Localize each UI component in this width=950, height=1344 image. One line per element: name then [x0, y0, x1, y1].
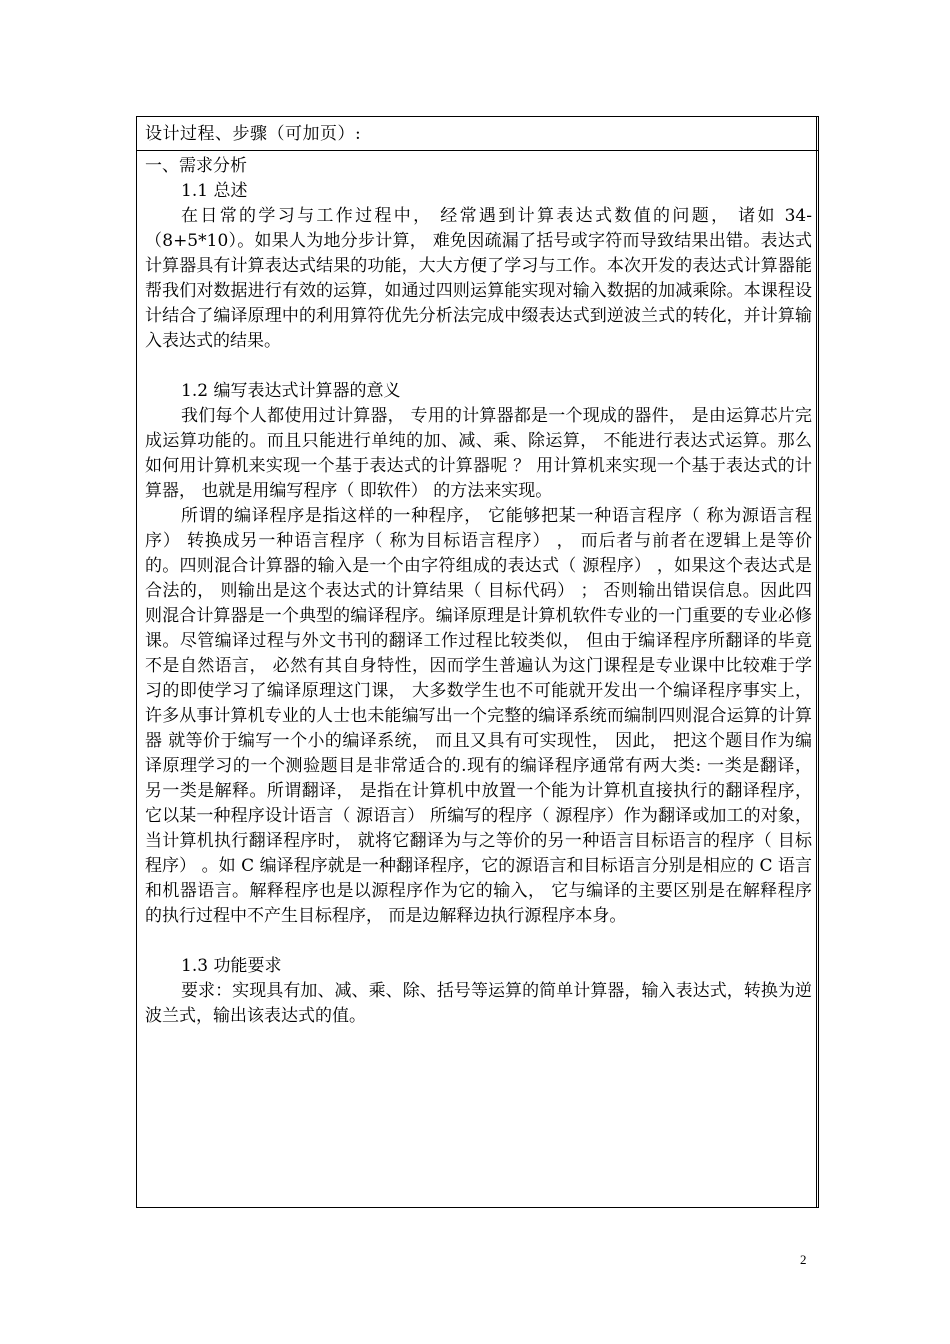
- spacer: [145, 929, 812, 954]
- section-1-2-title: 1.2 编写表达式计算器的意义: [181, 381, 401, 401]
- section-1-1-title: 1.1 总述: [181, 181, 248, 201]
- section-1-title: 一、需求分析: [145, 156, 247, 176]
- table-heading: 设计过程、步骤（可加页）:: [137, 117, 818, 151]
- double-border-line: [816, 117, 817, 1207]
- section-1-3-paragraph: 要求：实现具有加、减、乘、除、括号等运算的简单计算器，输入表达式，转换为逆波兰式，输出该表达式的值。: [145, 981, 812, 1026]
- table-body: [145, 154, 812, 1029]
- section-1-1-paragraph: 在日常的学习与工作过程中， 经常遇到计算表达式数值的问题， 诸如 34-（8+5*10）。如果人为地分步计算， 难免因疏漏了括号或字符而导致结果出错。表达式计算器具有计算表达式结果的功能，大大方便了学习与工作。本次开发的表达式计算器能帮我们对数据进行有效的运算，如通过四则运算能实现对输入数据的加减乘除。本课程设计结合了编译原理中的利用算符优先分析法完成中缀表达式到逆波兰式的转化，并计算输入表达式的结果。: [145, 206, 812, 351]
- design-process-table: [136, 116, 819, 1208]
- spacer: [145, 354, 812, 379]
- section-1-2-paragraph-1: 我们每个人都使用过计算器， 专用的计算器都是一个现成的器件， 是由运算芯片完成运算功能的。而且只能进行单纯的加、减、乘、除运算， 不能进行表达式运算。那么如何用计算机来实现一个基于表达式的计算器呢 ？ 用计算机来实现一个基于表达式的计算器， 也就是用编写程序（ 即软件） 的方法来实现。: [145, 406, 812, 501]
- page-number: 2: [800, 1252, 807, 1267]
- section-1-2-paragraph-2: 所谓的编译程序是指这样的一种程序， 它能够把某一种语言程序（ 称为源语言程序） 转换成另一种语言程序（ 称为目标语言程序） ， 而后者与前者在逻辑上是等价的。四则混合计算器的输入是一个由字符组成的表达式（ 源程序） ，如果这个表达式是合法的， 则输出是这个表达式的计算结果（ 目标代码） ； 否则输出错误信息。因此四则混合计算器是一个典型的编译程序。编译原理是计算机软件专业的一门重要的专业必修课。尽管编译过程与外文书刊的翻译工作过程比较类似， 但由于编译程序所翻译的毕竟不是自然语言， 必然有其自身特性，因而学生普遍认为这门课程是专业课中比较难于学习的即使学习了编译原理这门课， 大多数学生也不可能就开发出一个编译程序事实上， 许多从事计算机专业的人士也未能编写出一个完整的编译系统而编制四则混合运算的计算器 就等价于编写一个小的编译系统， 而且又具有可实现性， 因此， 把这个题目作为编译原理学习的一个测验题目是非常适合的.现有的编译程序通常有两大类: 一类是翻译， 另一类是解释。所谓翻译， 是指在计算机中放置一个能为计算机直接执行的翻译程序， 它以某一种程序设计语言（ 源语言） 所编写的程序（ 源程序）作为翻译或加工的对象， 当计算机执行翻译程序时， 就将它翻译为与之等价的另一种语言目标语言的程序（ 目标程序） 。如 C 编译程序就是一种翻译程序，它的源语言和目标语言分别是相应的 C 语言和机器语言。解释程序也是以源程序作为它的输入， 它与编译的主要区别是在解释程序的执行过程中不产生目标程序， 而是边解释边执行源程序本身。: [145, 506, 812, 926]
- section-1-3-title: 1.3 功能要求: [181, 956, 282, 976]
